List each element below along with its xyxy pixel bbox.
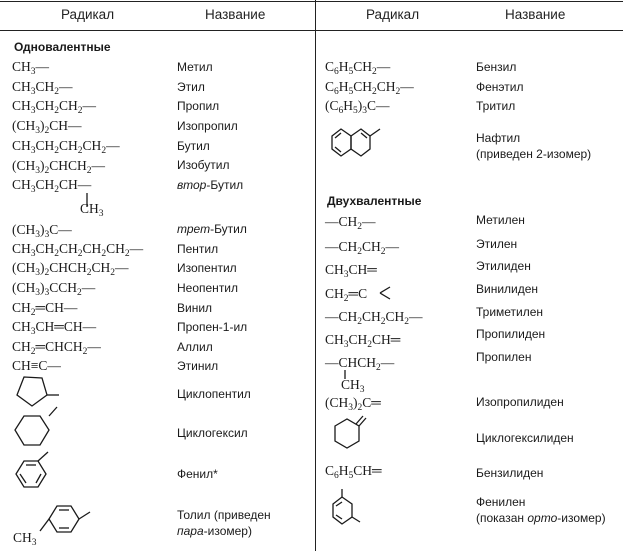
vinylidene-bonds: [380, 284, 400, 304]
cyclohexylidene-structure-icon: [322, 414, 382, 469]
name-cyclohexylidene: Циклогексилиден: [476, 431, 574, 445]
name-cyclopentyl: Циклопентил: [177, 387, 251, 401]
name-cyclohexyl: Циклогексил: [177, 426, 248, 440]
name-phenylene: Фенилен: [476, 495, 526, 509]
formula-methyl: $CH_3—$: [12, 59, 50, 77]
name-ethylene: Этилен: [476, 237, 518, 251]
name-pentyl: Пентил: [177, 242, 219, 256]
phenylene-note-open: (показан: [476, 511, 528, 525]
formula-ethyl: $CH_3CH_2—$: [12, 79, 73, 97]
name-vinylidene: Винилиден: [476, 282, 539, 296]
table-header-rule: [0, 30, 623, 31]
formula-sec-butyl-branch: $CH_3$: [80, 201, 104, 219]
header-radical-left: Радикал: [61, 7, 115, 22]
formula-benzylidene: $C_6H_5CH═$: [325, 463, 382, 481]
naphthyl-structure-icon: [322, 114, 412, 174]
formula-propylidene: $CH_3CH_2CH═$: [325, 332, 401, 350]
formula-neopentyl: $(CH_3)_3CCH_2—$: [12, 280, 96, 298]
name-propylidene: Пропилиден: [476, 327, 546, 341]
name-isopentyl: Изопентил: [177, 261, 237, 275]
table-top-rule: [0, 1, 623, 2]
prefix-para: пара: [177, 524, 204, 538]
name-trimethylene: Триметилен: [476, 305, 544, 319]
name-isobutyl: Изобутил: [177, 158, 230, 172]
formula-trityl: $(C_6H_5)_3C—$: [325, 98, 390, 116]
name-naphthyl: Нафтил: [476, 131, 521, 145]
name-methylene: Метилен: [476, 213, 525, 227]
formula-ethynyl: CH≡C—: [12, 358, 61, 373]
formula-isopropylidene: $(CH_3)_2C═$: [325, 395, 381, 413]
name-vinyl: Винил: [177, 301, 213, 315]
name-allyl: Аллил: [177, 340, 213, 354]
name-ethylidene: Этилиден: [476, 259, 531, 273]
formula-tert-butyl: $(CH_3)_3C—$: [12, 222, 72, 240]
formula-isopropyl: $(CH_3)_2CH—$: [12, 118, 82, 136]
name-neopentyl: Неопентил: [177, 281, 239, 295]
formula-trimethylene: $—CH_2CH_2CH_2—$: [325, 309, 423, 327]
name-benzylidene: Бензилиден: [476, 466, 544, 480]
name-ethynyl: Этинил: [177, 359, 219, 373]
formula-methylene: $—CH_2—$: [325, 214, 376, 232]
formula-propylene: $—CHCH_2—$: [325, 355, 395, 373]
name-trityl: Тритил: [476, 99, 516, 113]
formula-vinyl: $CH_2═CH—$: [12, 300, 78, 318]
formula-vinylidene: $CH_2═C$: [325, 286, 368, 304]
name-isopropylidene: Изопропилиден: [476, 395, 564, 409]
name-sec-butyl: [177, 178, 243, 193]
prefix-tert: трет: [177, 222, 211, 236]
name-tolyl: Толил (приведен: [177, 508, 271, 522]
formula-pentyl: $CH_3CH_2CH_2CH_2CH_2—$: [12, 241, 144, 259]
name-tolyl-note: [177, 524, 252, 539]
phenylene-structure-icon: [322, 488, 382, 538]
formula-phenethyl: $C_6H_5CH_2CH_2—$: [325, 79, 414, 97]
column-divider: [315, 0, 316, 551]
name-isopropyl: Изопропил: [177, 119, 238, 133]
name-ethyl: Этил: [177, 80, 205, 94]
formula-propyl: $CH_3CH_2CH_2—$: [12, 98, 97, 116]
name-naphthyl-note: (приведен 2-изомер): [476, 147, 592, 161]
name-methyl: Метил: [177, 60, 213, 74]
header-name-left: Название: [205, 7, 266, 22]
name-phenethyl: Фенэтил: [476, 80, 524, 94]
name-sec-butyl-rest: -Бутил: [206, 178, 244, 192]
section-divalent: Двухвалентные: [327, 194, 422, 208]
name-phenylene-note: [476, 511, 606, 526]
formula-propylene-branch: $CH_3$: [341, 377, 365, 395]
name-tolyl-note-rest: -изомер): [203, 524, 252, 538]
formula-ethylene: $—CH_2CH_2—$: [325, 239, 400, 257]
formula-allyl: $CH_2═CHCH_2—$: [12, 339, 101, 357]
formula-propenyl: $CH_3CH═CH—$: [12, 319, 97, 337]
tolyl-structure-icon: [28, 494, 138, 554]
formula-sec-butyl: $CH_3CH_2CH—$: [12, 177, 92, 195]
name-propyl: Пропил: [177, 99, 220, 113]
formula-isopentyl: $(CH_3)_2CHCH_2CH_2—$: [12, 260, 129, 278]
name-butyl: Бутил: [177, 139, 210, 153]
name-benzyl: Бензил: [476, 60, 517, 74]
name-propenyl: Пропен-1-ил: [177, 320, 248, 334]
header-radical-right: Радикал: [366, 7, 420, 22]
formula-tolyl-methyl: $CH_3$: [13, 530, 37, 548]
name-tert-butyl: [177, 222, 247, 237]
formula-isobutyl: $(CH_3)_2CHCH_2—$: [12, 158, 106, 176]
section-monovalent: Одновалентные: [14, 40, 111, 54]
name-tert-butyl-rest: -Бутил: [210, 222, 247, 236]
name-propylene: Пропилен: [476, 350, 532, 364]
formula-ethylidene: $CH_3CH═$: [325, 262, 377, 280]
header-name-right: Название: [505, 7, 566, 22]
formula-benzyl: $C_6H_5CH_2—$: [325, 59, 391, 77]
prefix-sec: втор: [177, 178, 207, 192]
prefix-ortho: орто: [527, 511, 558, 525]
name-phenyl: Фенил*: [177, 467, 218, 481]
name-phenylene-note-rest: -изомер): [557, 511, 606, 525]
formula-butyl: $CH_3CH_2CH_2CH_2—$: [12, 138, 120, 156]
